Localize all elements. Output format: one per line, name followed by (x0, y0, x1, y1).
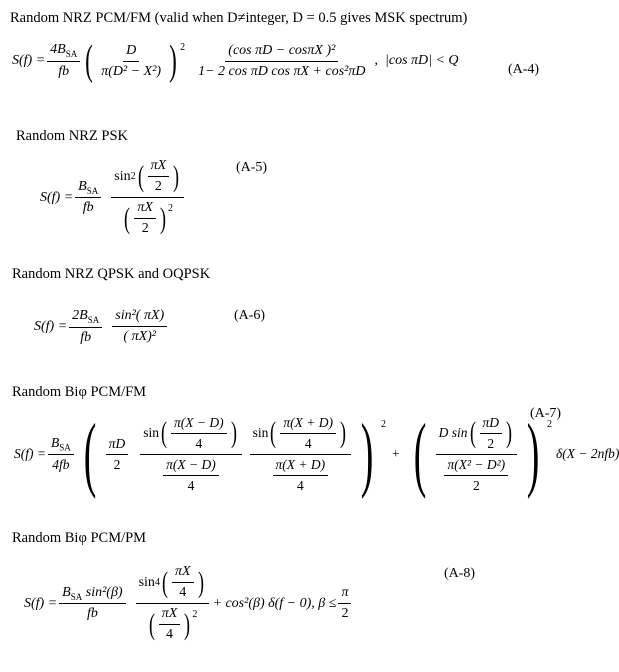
inner-fraction: $\frac{D}{\text{π(D² − X²)}}$ (101, 42, 162, 79)
eq-label-a6: (A-6) (234, 308, 266, 323)
eq-lhs: S(f) = (12, 53, 46, 68)
eq-label-a7: (A-7) (530, 406, 562, 421)
cos-fraction: $\frac{\text{(cos πD − cosπX )²}}{\text{1− 2 cos πD cos πX + cos²πD}}$ (198, 42, 366, 79)
section-title-a4: Random NRZ PCM/FM (valid when D≠integer, D = 0.5 gives MSK spectrum) (10, 10, 468, 26)
eq-label-a5: (A-5) (236, 160, 268, 175)
section-title-a5: Random NRZ PSK (16, 128, 128, 144)
section-title-a8: Random Biφ PCM/PM (12, 530, 147, 546)
section-title-a6: Random NRZ QPSK and OQPSK (12, 266, 211, 282)
section-title-a7: Random Biφ PCM/FM (12, 384, 147, 400)
equation-a5: S(f) = $\frac{B_{SA}}{fb}$ sin 2 ( $\frac{\pi X}{2}$ ) ( $\frac{\pi X}{2}$ ) $^2$ (40, 158, 186, 237)
eq-label-a8: (A-8) (444, 566, 476, 581)
equation-a7: S(f) = $\frac{B_{SA}}{4fb}$ ( $\frac{\pi D}{2}$ sin ( $\frac{\pi(X - D)}{4}$ ) $\frac{\pi(X - D)}{4}$ sin ( $\frac{\pi(X + D)}{4}$ ) $\frac{\pi(X + D)}{4}$ ) $^2$ + ( D sin ( $\frac{\pi D}{2}$ ) $\frac{\text{π(X² − D²)}}{2}$ ) $^2$ δ(X − 2nfb) (14, 407, 619, 500)
sinc-fraction: sin 2 ( $\frac{\pi X}{2}$ ) ( $\frac{\pi X}{2}$ ) $^2$ (111, 158, 184, 237)
eq-label-a4: (A-4) (508, 62, 540, 77)
equation-a6: S(f) = $\frac{2B_{SA}}{fb}$ $\frac{\text{sin²( πX)}}{\text{( πX)²}}$ (34, 308, 169, 346)
condition: |cos πD| < Q (385, 53, 459, 68)
coef-fraction: $\frac{4B_{SA}}{fb}$ (47, 42, 80, 80)
equation-a4: S(f) = $\frac{4B_{SA}}{fb}$ ( $\frac{D}{\text{π(D² − X²)}}$ ) $^2$ $\frac{\text{(cos πD − cosπX )²}}{\text{1− 2 cos πD cos πX + cos²πD}}$ , |cos πD| < Q (12, 38, 459, 84)
equation-a8: S(f) = $\frac{B_{SA} \sin^2(\beta)}{fb}$ sin 4 ( $\frac{\pi X}{4}$ ) ( $\frac{\pi X}{4}$ ) $^2$ + cos²(β) δ(f − 0), β ≤ $\frac{\pi}{2}$ (24, 564, 353, 643)
